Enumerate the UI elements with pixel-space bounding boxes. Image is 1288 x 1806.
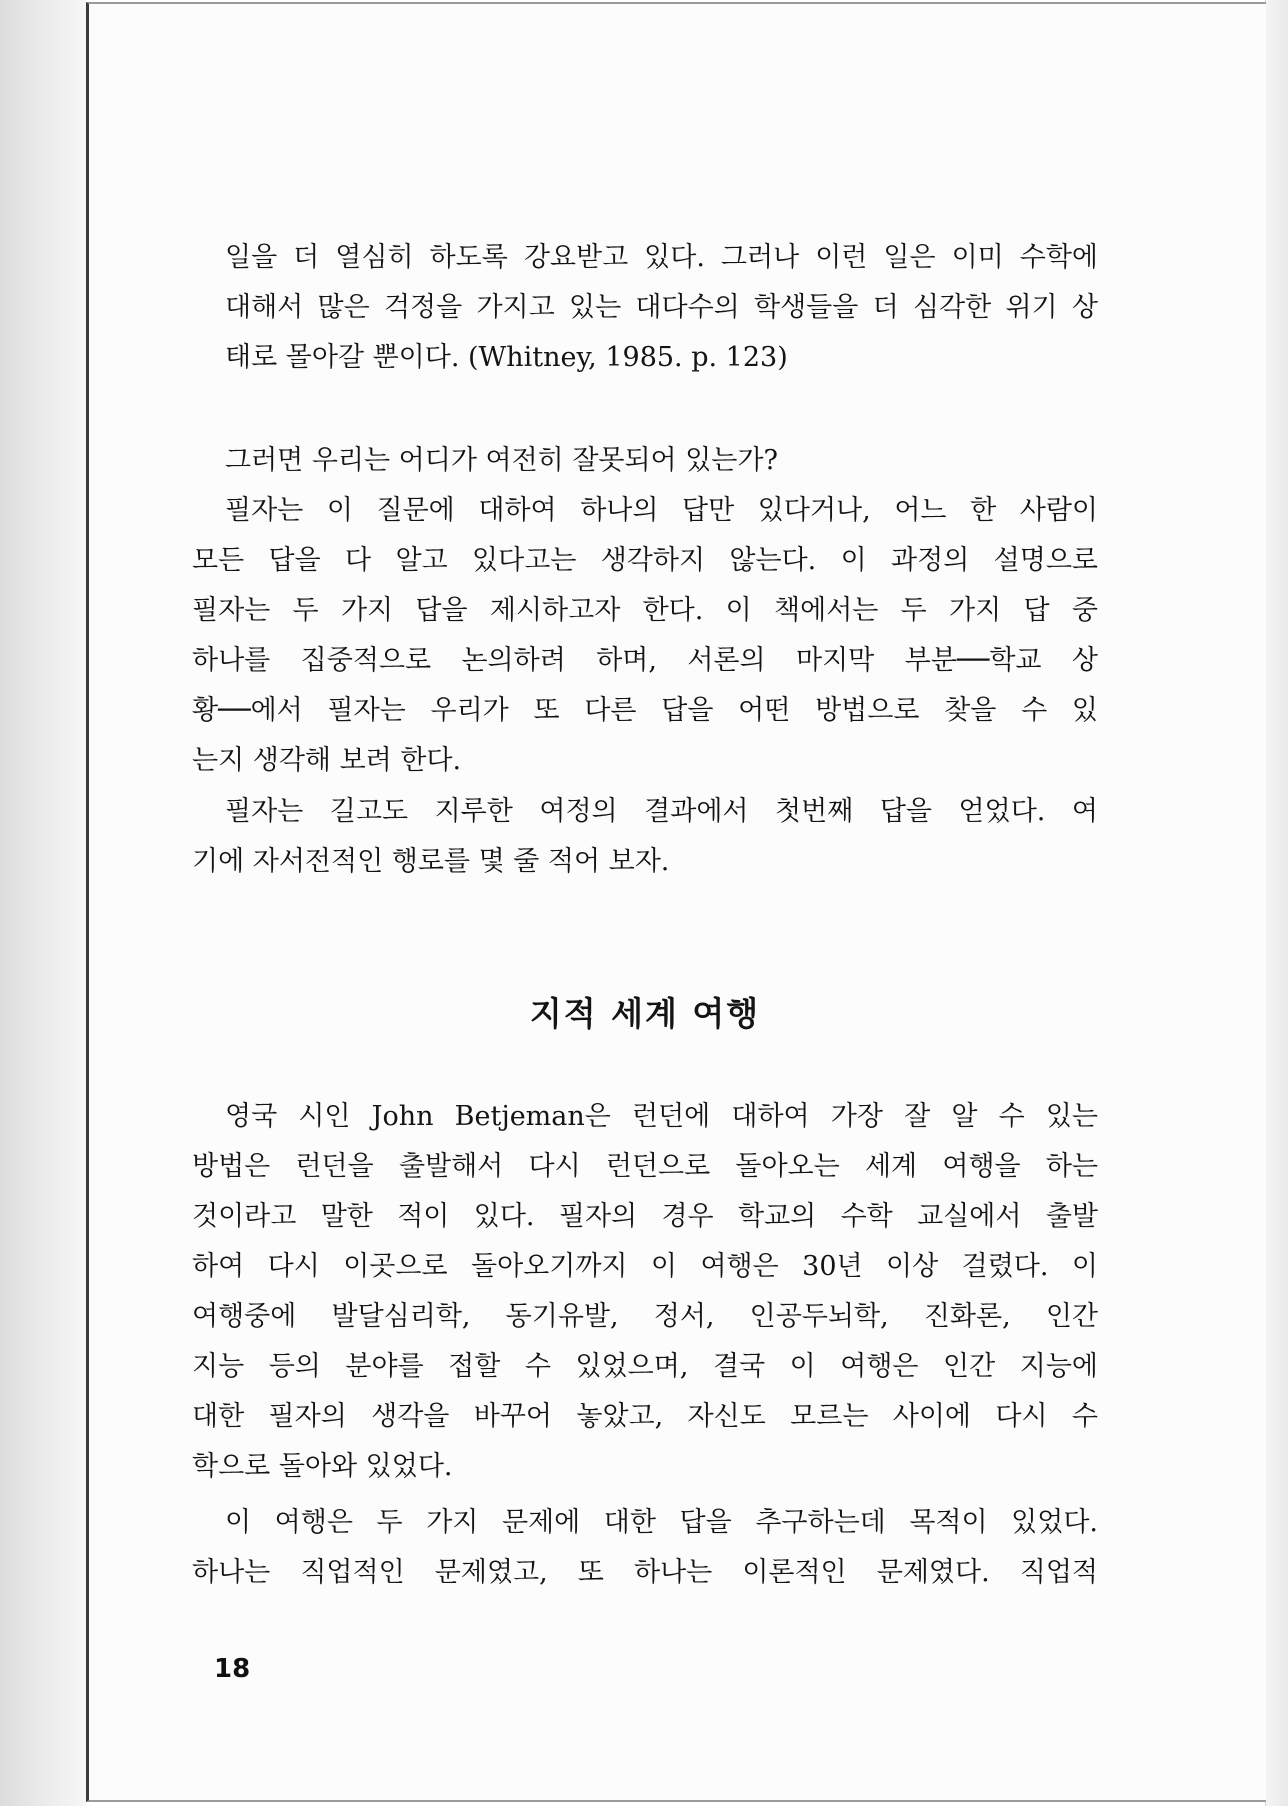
paragraph-line: 것이라고 말한 적이 있다. 필자의 경우 학교의 수학 교실에서 출발 (192, 1201, 1098, 1232)
paragraph-line: 는지 생각해 보려 한다. (192, 745, 462, 776)
paragraph-line: 기에 자서전적인 행로를 몇 줄 적어 보자. (192, 846, 670, 877)
paragraph-line: 황──에서 필자는 우리가 또 다른 답을 어떤 방법으로 찾을 수 있 (192, 695, 1098, 726)
paragraph-line: 학으로 돌아와 있었다. (192, 1451, 453, 1482)
quote-line: 태로 몰아갈 뿐이다. (Whitney, 1985. p. 123) (225, 342, 788, 373)
paragraph-line: 그러면 우리는 어디가 여전히 잘못되어 있는가? (225, 445, 778, 476)
paragraph-line: 필자는 길고도 지루한 여정의 결과에서 첫번째 답을 얻었다. 여 (225, 796, 1098, 827)
paragraph-line: 방법은 런던을 출발해서 다시 런던으로 돌아오는 세계 여행을 하는 (192, 1151, 1098, 1182)
paragraph-line: 하나를 집중적으로 논의하려 하며, 서론의 마지막 부분──학교 상 (192, 645, 1098, 676)
paragraph-line: 하나는 직업적인 문제였고, 또 하나는 이론적인 문제였다. 직업적 (192, 1557, 1098, 1588)
page-number: 18 (214, 1654, 251, 1684)
paragraph-line: 필자는 이 질문에 대하여 하나의 답만 있다거나, 어느 한 사람이 (225, 495, 1098, 526)
quote-line: 대해서 많은 걱정을 가지고 있는 대다수의 학생들을 더 심각한 위기 상 (225, 292, 1098, 323)
paragraph-line: 대한 필자의 생각을 바꾸어 놓았고, 자신도 모르는 사이에 다시 수 (192, 1401, 1098, 1432)
section-heading: 지적 세계 여행 (529, 994, 761, 1033)
paragraph-line: 필자는 두 가지 답을 제시하고자 한다. 이 책에서는 두 가지 답 중 (192, 595, 1098, 626)
paragraph-line: 모든 답을 다 알고 있다고는 생각하지 않는다. 이 과정의 설명으로 (192, 545, 1098, 576)
book-spine-shadow (0, 0, 86, 1806)
paragraph-line: 하여 다시 이곳으로 돌아오기까지 이 여행은 30년 이상 걸렸다. 이 (192, 1251, 1098, 1282)
page-edge (1265, 0, 1288, 1806)
quote-line: 일을 더 열심히 하도록 강요받고 있다. 그러나 이런 일은 이미 수학에 (225, 242, 1098, 273)
paragraph-line: 영국 시인 John Betjeman은 런던에 대하여 가장 잘 알 수 있는 (225, 1101, 1098, 1132)
paragraph-line: 지능 등의 분야를 접할 수 있었으며, 결국 이 여행은 인간 지능에 (192, 1351, 1098, 1382)
paragraph-line: 여행중에 발달심리학, 동기유발, 정서, 인공두뇌학, 진화론, 인간 (192, 1301, 1098, 1332)
paragraph-line: 이 여행은 두 가지 문제에 대한 답을 추구하는데 목적이 있었다. (225, 1507, 1098, 1538)
